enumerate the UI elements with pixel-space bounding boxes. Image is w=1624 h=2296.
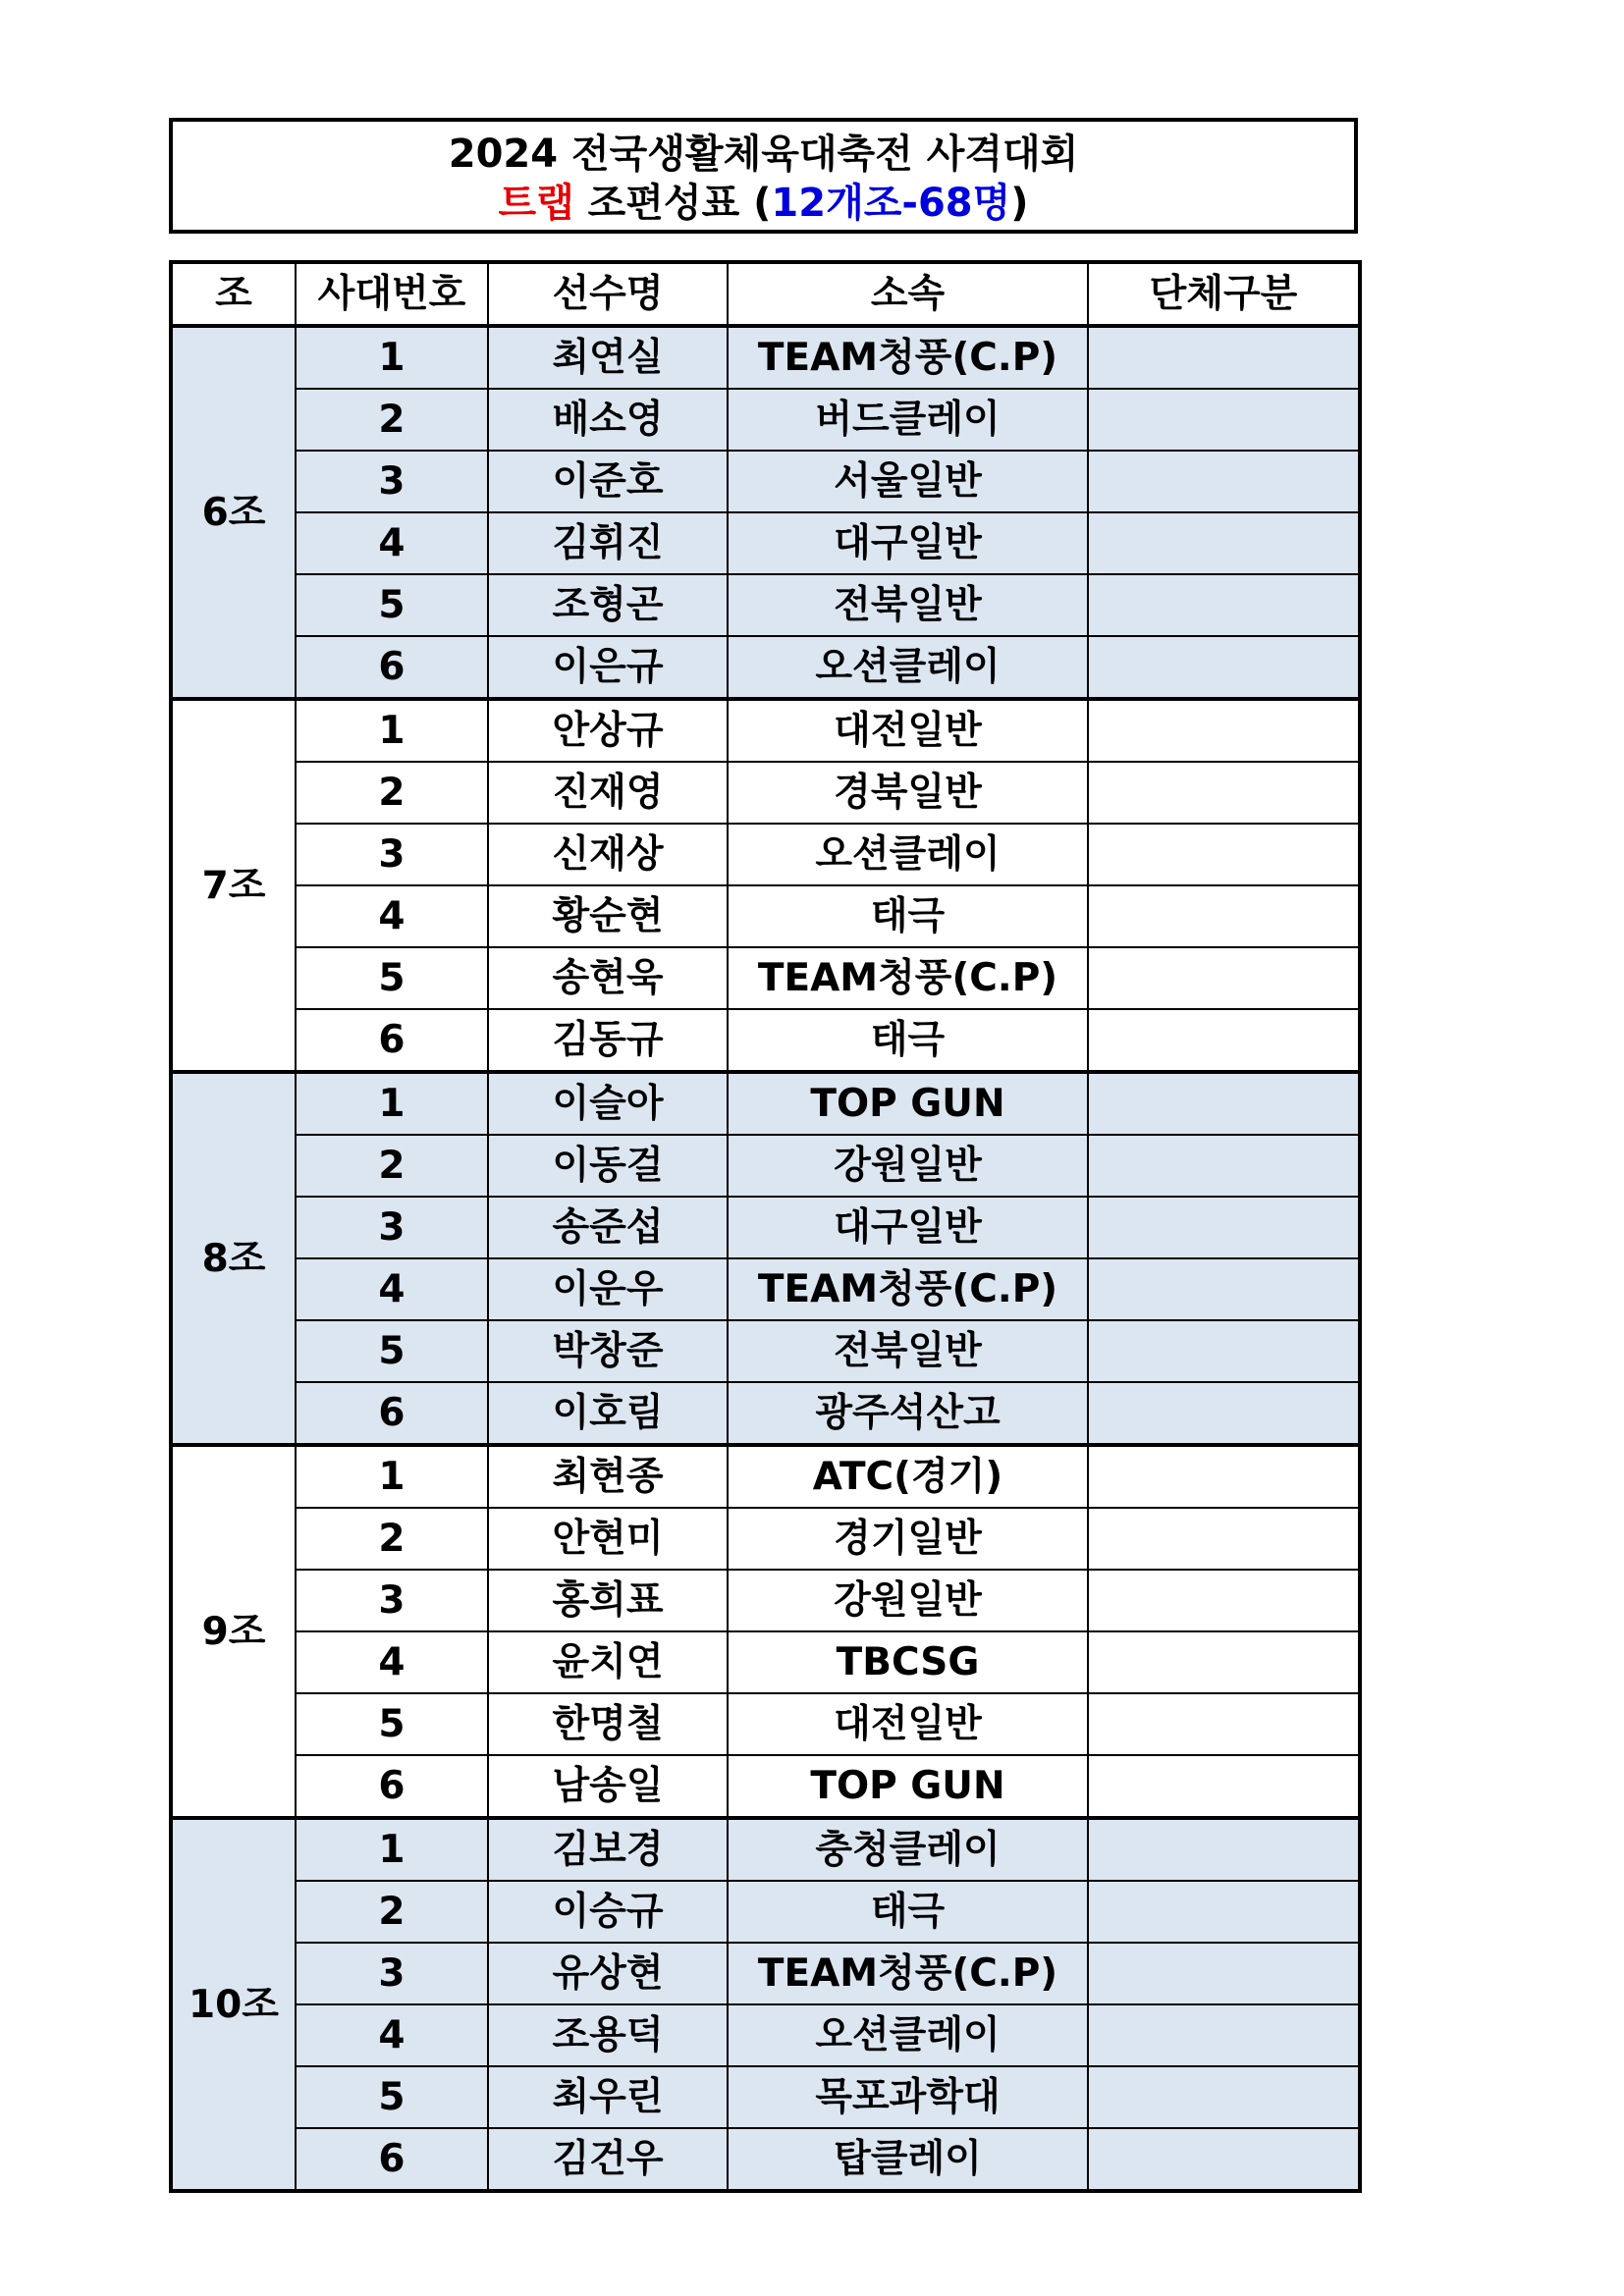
table-row [171,1009,1360,1072]
player-name-cell: 김보경 [488,1818,728,1881]
team-division-cell [1088,1570,1360,1631]
header-affiliation: 소속 [728,262,1088,326]
lane-number-cell: 2 [296,762,488,824]
lane-number-cell: 6 [296,1755,488,1818]
table-row [171,2128,1360,2191]
lane-number-cell: 4 [296,512,488,574]
player-name-cell: 진재영 [488,762,728,824]
header-lane-number: 사대번호 [296,262,488,326]
team-division-cell [1088,2004,1360,2066]
affiliation-cell: TEAM청풍(C.P) [728,947,1088,1009]
table-row [171,1818,1360,1881]
title-main: 2024 전국생활체육대축전 사격대회 [448,132,1079,177]
table-row [171,1693,1360,1755]
table-row [171,1445,1360,1508]
table-row [171,389,1360,451]
table-row [171,2004,1360,2066]
affiliation-cell: 광주석산고 [728,1382,1088,1445]
affiliation-cell: 전북일반 [728,574,1088,636]
team-division-cell [1088,1508,1360,1570]
group-label: 10조 [171,1818,296,2191]
player-name-cell: 이운우 [488,1258,728,1320]
table-row [171,1943,1360,2004]
player-name-cell: 조형곤 [488,574,728,636]
player-name-cell: 윤치연 [488,1631,728,1693]
table-row [171,636,1360,699]
affiliation-cell: 오션클레이 [728,2004,1088,2066]
group-section [171,1818,1360,2191]
affiliation-cell: 태극 [728,1009,1088,1072]
lane-number-cell: 4 [296,885,488,947]
affiliation-cell: TEAM청풍(C.P) [728,1258,1088,1320]
affiliation-cell: 전북일반 [728,1320,1088,1382]
player-name-cell: 황순현 [488,885,728,947]
lane-number-cell: 5 [296,1320,488,1382]
lane-number-cell: 3 [296,1943,488,2004]
team-division-cell [1088,326,1360,389]
lane-number-cell: 5 [296,2066,488,2128]
table-row [171,574,1360,636]
team-division-cell [1088,1197,1360,1258]
team-division-cell [1088,947,1360,1009]
event-name: 트랩 [498,181,574,226]
team-division-cell [1088,1693,1360,1755]
affiliation-cell: TOP GUN [728,1755,1088,1818]
lane-number-cell: 2 [296,389,488,451]
team-division-cell [1088,1818,1360,1881]
player-name-cell: 홍희표 [488,1570,728,1631]
lane-number-cell: 3 [296,824,488,885]
table-row [171,1135,1360,1197]
player-name-cell: 이호림 [488,1382,728,1445]
table-row [171,1197,1360,1258]
lane-number-cell: 6 [296,1009,488,1072]
table-row [171,1631,1360,1693]
player-name-cell: 조용덕 [488,2004,728,2066]
team-division-cell [1088,389,1360,451]
player-name-cell: 최우린 [488,2066,728,2128]
table-row [171,1320,1360,1382]
group-label: 6조 [171,326,296,699]
lane-number-cell: 5 [296,947,488,1009]
title-rest: 조편성표 ( [573,181,772,226]
team-division-cell [1088,824,1360,885]
table-row [171,1072,1360,1135]
lane-number-cell: 2 [296,1881,488,1943]
affiliation-cell: 경기일반 [728,1508,1088,1570]
player-name-cell: 최연실 [488,326,728,389]
player-name-cell: 안현미 [488,1508,728,1570]
team-division-cell [1088,762,1360,824]
lane-number-cell: 6 [296,636,488,699]
team-division-cell [1088,1382,1360,1445]
table-row [171,1755,1360,1818]
team-division-cell [1088,451,1360,512]
lane-number-cell: 1 [296,1818,488,1881]
table-row [171,947,1360,1009]
affiliation-cell: 오션클레이 [728,824,1088,885]
team-division-cell [1088,1755,1360,1818]
team-division-cell [1088,1320,1360,1382]
player-name-cell: 송현욱 [488,947,728,1009]
team-division-cell [1088,574,1360,636]
player-name-cell: 이슬아 [488,1072,728,1135]
group-section [171,699,1360,1072]
lane-number-cell: 1 [296,326,488,389]
team-division-cell [1088,885,1360,947]
affiliation-cell: 버드클레이 [728,389,1088,451]
header-team-division: 단체구분 [1088,262,1360,326]
team-division-cell [1088,636,1360,699]
affiliation-cell: 대전일반 [728,1693,1088,1755]
table-row [171,512,1360,574]
lane-number-cell: 1 [296,1445,488,1508]
team-division-cell [1088,1445,1360,1508]
lane-number-cell: 2 [296,1135,488,1197]
affiliation-cell: 목포과학대 [728,2066,1088,2128]
affiliation-cell: 탑클레이 [728,2128,1088,2191]
player-name-cell: 김휘진 [488,512,728,574]
team-division-cell [1088,1009,1360,1072]
affiliation-cell: 경북일반 [728,762,1088,824]
table-header [171,262,1360,326]
player-name-cell: 한명철 [488,1693,728,1755]
group-section [171,1445,1360,1818]
team-division-cell [1088,512,1360,574]
table-row [171,699,1360,762]
lane-number-cell: 3 [296,1197,488,1258]
table-row [171,1570,1360,1631]
header-player-name: 선수명 [488,262,728,326]
group-count: 12개조-68명 [771,181,1011,226]
player-name-cell: 최현종 [488,1445,728,1508]
player-name-cell: 유상현 [488,1943,728,2004]
team-division-cell [1088,699,1360,762]
player-name-cell: 송준섭 [488,1197,728,1258]
team-division-cell [1088,2066,1360,2128]
affiliation-cell: 오션클레이 [728,636,1088,699]
affiliation-cell: ATC(경기) [728,1445,1088,1508]
team-division-cell [1088,1881,1360,1943]
lane-number-cell: 2 [296,1508,488,1570]
player-name-cell: 박창준 [488,1320,728,1382]
table-row [171,326,1360,389]
table-row [171,1508,1360,1570]
affiliation-cell: 태극 [728,885,1088,947]
player-name-cell: 안상규 [488,699,728,762]
group-label: 9조 [171,1445,296,1818]
affiliation-cell: 충청클레이 [728,1818,1088,1881]
team-division-cell [1088,1258,1360,1320]
lane-number-cell: 6 [296,1382,488,1445]
affiliation-cell: 대구일반 [728,512,1088,574]
player-name-cell: 이은규 [488,636,728,699]
team-division-cell [1088,1631,1360,1693]
player-name-cell: 이승규 [488,1881,728,1943]
table-row [171,1258,1360,1320]
table-row [171,2066,1360,2128]
group-label: 7조 [171,699,296,1072]
affiliation-cell: 강원일반 [728,1570,1088,1631]
title-sub [173,179,1354,228]
table-row [171,1881,1360,1943]
team-division-cell [1088,1943,1360,2004]
affiliation-cell: 태극 [728,1881,1088,1943]
lane-number-cell: 6 [296,2128,488,2191]
group-section [171,326,1360,699]
player-name-cell: 이준호 [488,451,728,512]
affiliation-cell: TOP GUN [728,1072,1088,1135]
player-name-cell: 남송일 [488,1755,728,1818]
team-division-cell [1088,2128,1360,2191]
player-name-cell: 김동규 [488,1009,728,1072]
player-name-cell: 김건우 [488,2128,728,2191]
lane-number-cell: 4 [296,1258,488,1320]
affiliation-cell: 서울일반 [728,451,1088,512]
lane-number-cell: 5 [296,1693,488,1755]
player-name-cell: 신재상 [488,824,728,885]
lane-number-cell: 1 [296,699,488,762]
group-label: 8조 [171,1072,296,1445]
roster-table [169,260,1362,2193]
affiliation-cell: TBCSG [728,1631,1088,1693]
lane-number-cell: 3 [296,1570,488,1631]
lane-number-cell: 1 [296,1072,488,1135]
lane-number-cell: 5 [296,574,488,636]
affiliation-cell: 대구일반 [728,1197,1088,1258]
lane-number-cell: 4 [296,2004,488,2066]
affiliation-cell: TEAM청풍(C.P) [728,326,1088,389]
team-division-cell [1088,1135,1360,1197]
player-name-cell: 배소영 [488,389,728,451]
affiliation-cell: 대전일반 [728,699,1088,762]
group-section [171,1072,1360,1445]
header-group: 조 [171,262,296,326]
affiliation-cell: 강원일반 [728,1135,1088,1197]
affiliation-cell: TEAM청풍(C.P) [728,1943,1088,2004]
player-name-cell: 이동걸 [488,1135,728,1197]
team-division-cell [1088,1072,1360,1135]
lane-number-cell: 4 [296,1631,488,1693]
table-row [171,1382,1360,1445]
title-box [169,118,1358,234]
table-row [171,824,1360,885]
table-row [171,762,1360,824]
lane-number-cell: 3 [296,451,488,512]
table-row [171,451,1360,512]
title-close: ) [1010,181,1029,226]
table-row [171,885,1360,947]
